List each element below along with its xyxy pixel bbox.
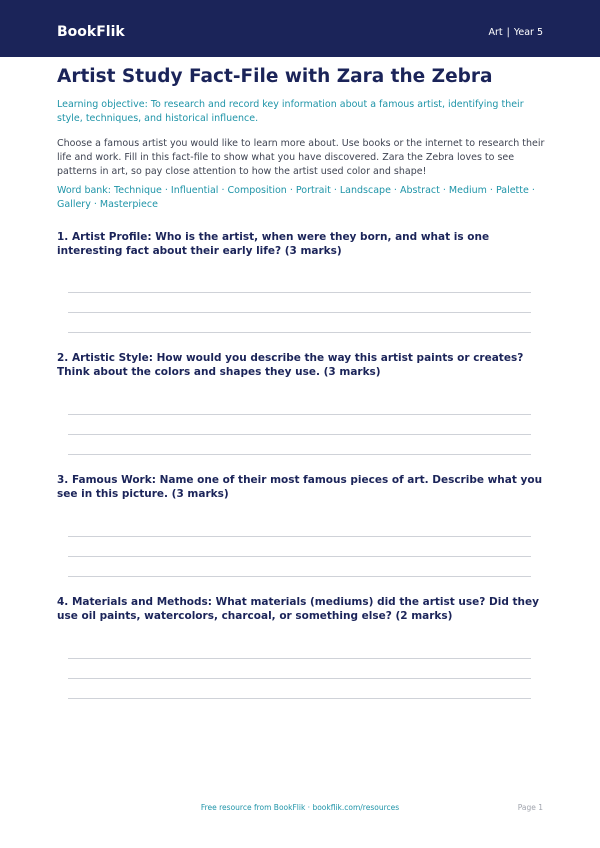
separator: | [506, 27, 510, 38]
header-bar [0, 0, 600, 57]
subject-name: Art [488, 27, 503, 38]
answer-line[interactable] [68, 292, 531, 293]
question-3: 3. Famous Work: Name one of their most famous pieces of art. Describe what you see in this picture. (3 marks) [57, 474, 543, 500]
answer-line[interactable] [68, 576, 531, 577]
answer-line[interactable] [68, 312, 531, 313]
answer-line[interactable] [68, 556, 531, 557]
question-2: 2. Artistic Style: How would you describe the way this artist paints or creates? Think about the colors and shapes they use. (3 marks) [57, 352, 524, 378]
answer-line[interactable] [68, 454, 531, 455]
page-number: Page 1 [517, 803, 543, 812]
learning-objective: Learning objective: To research and record key information about a famous artist, identifying their style, techniques, and historical influence. [57, 99, 524, 124]
footer-link[interactable]: Free resource from BookFlik · bookflik.com/resources [200, 803, 400, 812]
answer-line[interactable] [68, 658, 531, 659]
subject-label [488, 27, 543, 39]
answer-line[interactable] [68, 414, 531, 415]
answer-line[interactable] [68, 678, 531, 679]
brand-logo[interactable]: BookFlik [57, 24, 125, 40]
answer-line[interactable] [68, 434, 531, 435]
question-4: 4. Materials and Methods: What materials (mediums) did the artist use? Did they use oil paints, watercolors, charcoal, or something else? (2 marks) [57, 596, 539, 622]
answer-line[interactable] [68, 332, 531, 333]
answer-line[interactable] [68, 698, 531, 699]
answer-line[interactable] [68, 536, 531, 537]
year-label: Year 5 [513, 27, 543, 38]
page-title: Artist Study Fact-File with Zara the Zebra [57, 66, 493, 87]
instructions: Choose a famous artist you would like to learn more about. Use books or the internet to research their life and work. Fill in this fact-file to show what you have discovered. Zara the Zebra loves to see patterns in art, so pay close attention to how the artist used color and shape! [57, 138, 545, 177]
word-bank: Word bank: Technique · Influential · Composition · Portrait · Landscape · Abstract · Medium · Palette · Gallery · Masterpiece [57, 185, 535, 210]
question-1: 1. Artist Profile: Who is the artist, when were they born, and what is one interesting fact about their early life? (3 marks) [57, 231, 490, 257]
